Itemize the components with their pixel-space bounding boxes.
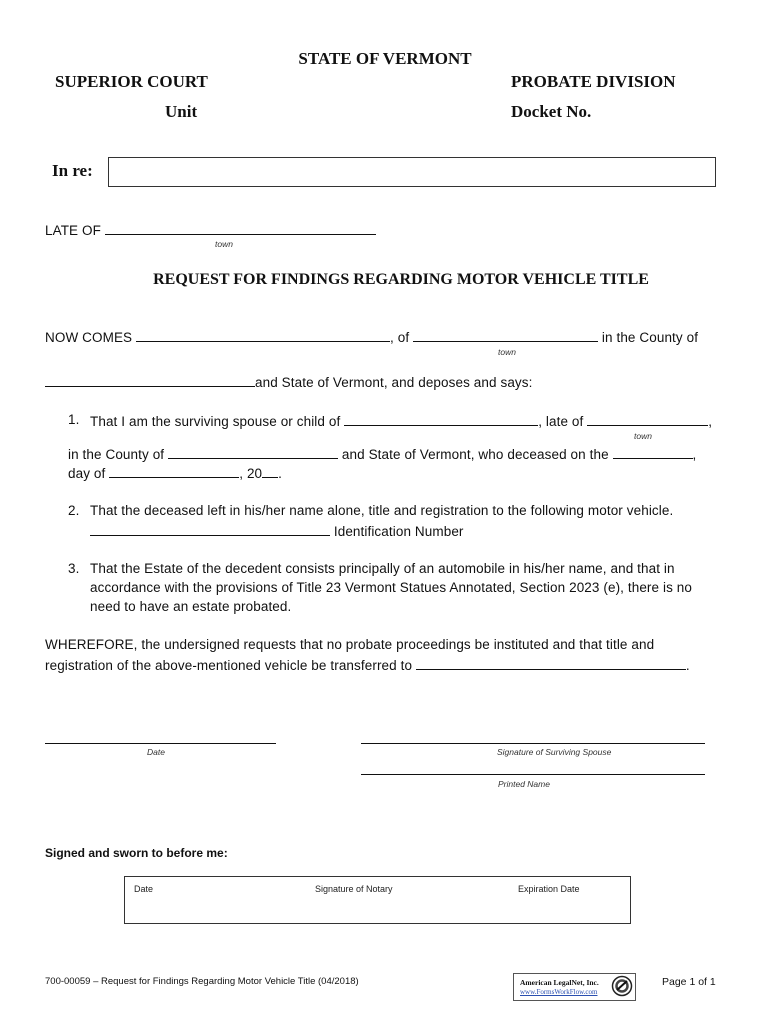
item-1-text-e: and State of Vermont, who deceased on the: [341, 447, 609, 462]
item-1-text-b: , late of: [538, 414, 584, 429]
county-line: [45, 373, 532, 390]
item-1-text-d: in the County of: [68, 447, 165, 462]
logo-company-name: American LegalNet, Inc.: [520, 978, 599, 987]
logo-emblem-icon: [611, 975, 633, 997]
now-comes-label: NOW COMES: [45, 330, 133, 345]
item-3-line-3: need to have an estate probated.: [90, 599, 292, 614]
item-1-text-a: That I am the surviving spouse or child of: [90, 414, 341, 429]
deposes-text: and State of Vermont, and deposes and says:: [255, 375, 533, 390]
notary-signature-label: Signature of Notary: [315, 884, 393, 894]
petitioner-town-caption: town: [498, 347, 516, 357]
division-heading: PROBATE DIVISION: [511, 72, 676, 91]
item-1-line-1: [90, 412, 712, 429]
notary-box: [124, 876, 631, 924]
late-of-town-caption: town: [215, 239, 233, 249]
death-month-field[interactable]: [109, 464, 239, 478]
item-1-text-g: day of: [68, 466, 106, 481]
printed-name-line[interactable]: [361, 774, 705, 775]
item-2-line-2: [90, 522, 464, 539]
legalnet-logo: [513, 973, 636, 1001]
wherefore-line-2: [45, 656, 690, 673]
decedent-name-field[interactable]: [344, 412, 538, 426]
item-1-text-c: ,: [708, 414, 713, 429]
decedent-town-caption: town: [634, 431, 652, 441]
death-day-field[interactable]: [613, 445, 693, 459]
logo-url-link[interactable]: www.FormsWorkFlow.com: [520, 988, 598, 996]
decedent-county-field[interactable]: [168, 445, 338, 459]
now-comes-line: [45, 328, 698, 345]
item-1-line-3: [68, 464, 282, 481]
late-of-line: [45, 221, 376, 238]
date-signature-line[interactable]: [45, 743, 276, 744]
petitioner-town-field[interactable]: [413, 328, 598, 342]
unit-label: Unit: [165, 102, 198, 121]
petitioner-name-field[interactable]: [136, 328, 390, 342]
notary-heading: Signed and sworn to before me:: [45, 846, 228, 860]
item-1-text-i: .: [278, 466, 283, 481]
item-3-line-1: That the Estate of the decedent consists principally of an automobile in his/her name, and that in: [90, 561, 675, 576]
item-2-number: 2.: [68, 503, 80, 518]
item-3-line-2: accordance with the provisions of Title 23 Vermont Statues Annotated, Section 2023 (e), there is no: [90, 580, 693, 595]
docket-label: Docket No.: [511, 102, 592, 121]
court-heading: SUPERIOR COURT: [55, 72, 208, 91]
late-of-town-field[interactable]: [105, 221, 376, 235]
item-1-line-2: [68, 445, 696, 462]
notary-expiration-label: Expiration Date: [518, 884, 580, 894]
item-1-text-h: , 20: [239, 466, 263, 481]
date-caption: Date: [147, 747, 165, 757]
spouse-signature-line[interactable]: [361, 743, 705, 744]
in-re-label: In re:: [52, 161, 93, 180]
item-1-number: 1.: [68, 412, 80, 427]
vehicle-id-label: Identification Number: [333, 524, 464, 539]
notary-date-label: Date: [134, 884, 154, 894]
wherefore-line-1: WHEREFORE, the undersigned requests that no probate proceedings be instituted and that title and: [45, 637, 655, 652]
printed-name-caption: Printed Name: [498, 779, 550, 789]
petitioner-county-field[interactable]: [45, 373, 255, 387]
vehicle-id-field[interactable]: [90, 522, 330, 536]
form-number: 700-00059 – Request for Findings Regarding Motor Vehicle Title (04/2018): [45, 976, 359, 987]
death-year-field[interactable]: [262, 464, 278, 478]
item-3-number: 3.: [68, 561, 80, 576]
wherefore-text: registration of the above-mentioned vehicle be transferred to: [45, 658, 413, 673]
of-label: , of: [390, 330, 410, 345]
county-label: in the County of: [601, 330, 699, 345]
state-heading: STATE OF VERMONT: [298, 49, 472, 68]
spouse-signature-caption: Signature of Surviving Spouse: [497, 747, 612, 757]
document-title: REQUEST FOR FINDINGS REGARDING MOTOR VEHICLE TITLE: [153, 271, 649, 288]
decedent-town-field[interactable]: [587, 412, 708, 426]
page-number: Page 1 of 1: [662, 976, 716, 988]
in-re-field[interactable]: [108, 157, 716, 187]
late-of-label: LATE OF: [45, 223, 101, 238]
item-2-text: That the deceased left in his/her name alone, title and registration to the following motor vehicle.: [90, 503, 674, 518]
wherefore-period: .: [685, 658, 690, 673]
transferee-field[interactable]: [416, 656, 686, 670]
item-1-text-f: ,: [692, 447, 697, 462]
